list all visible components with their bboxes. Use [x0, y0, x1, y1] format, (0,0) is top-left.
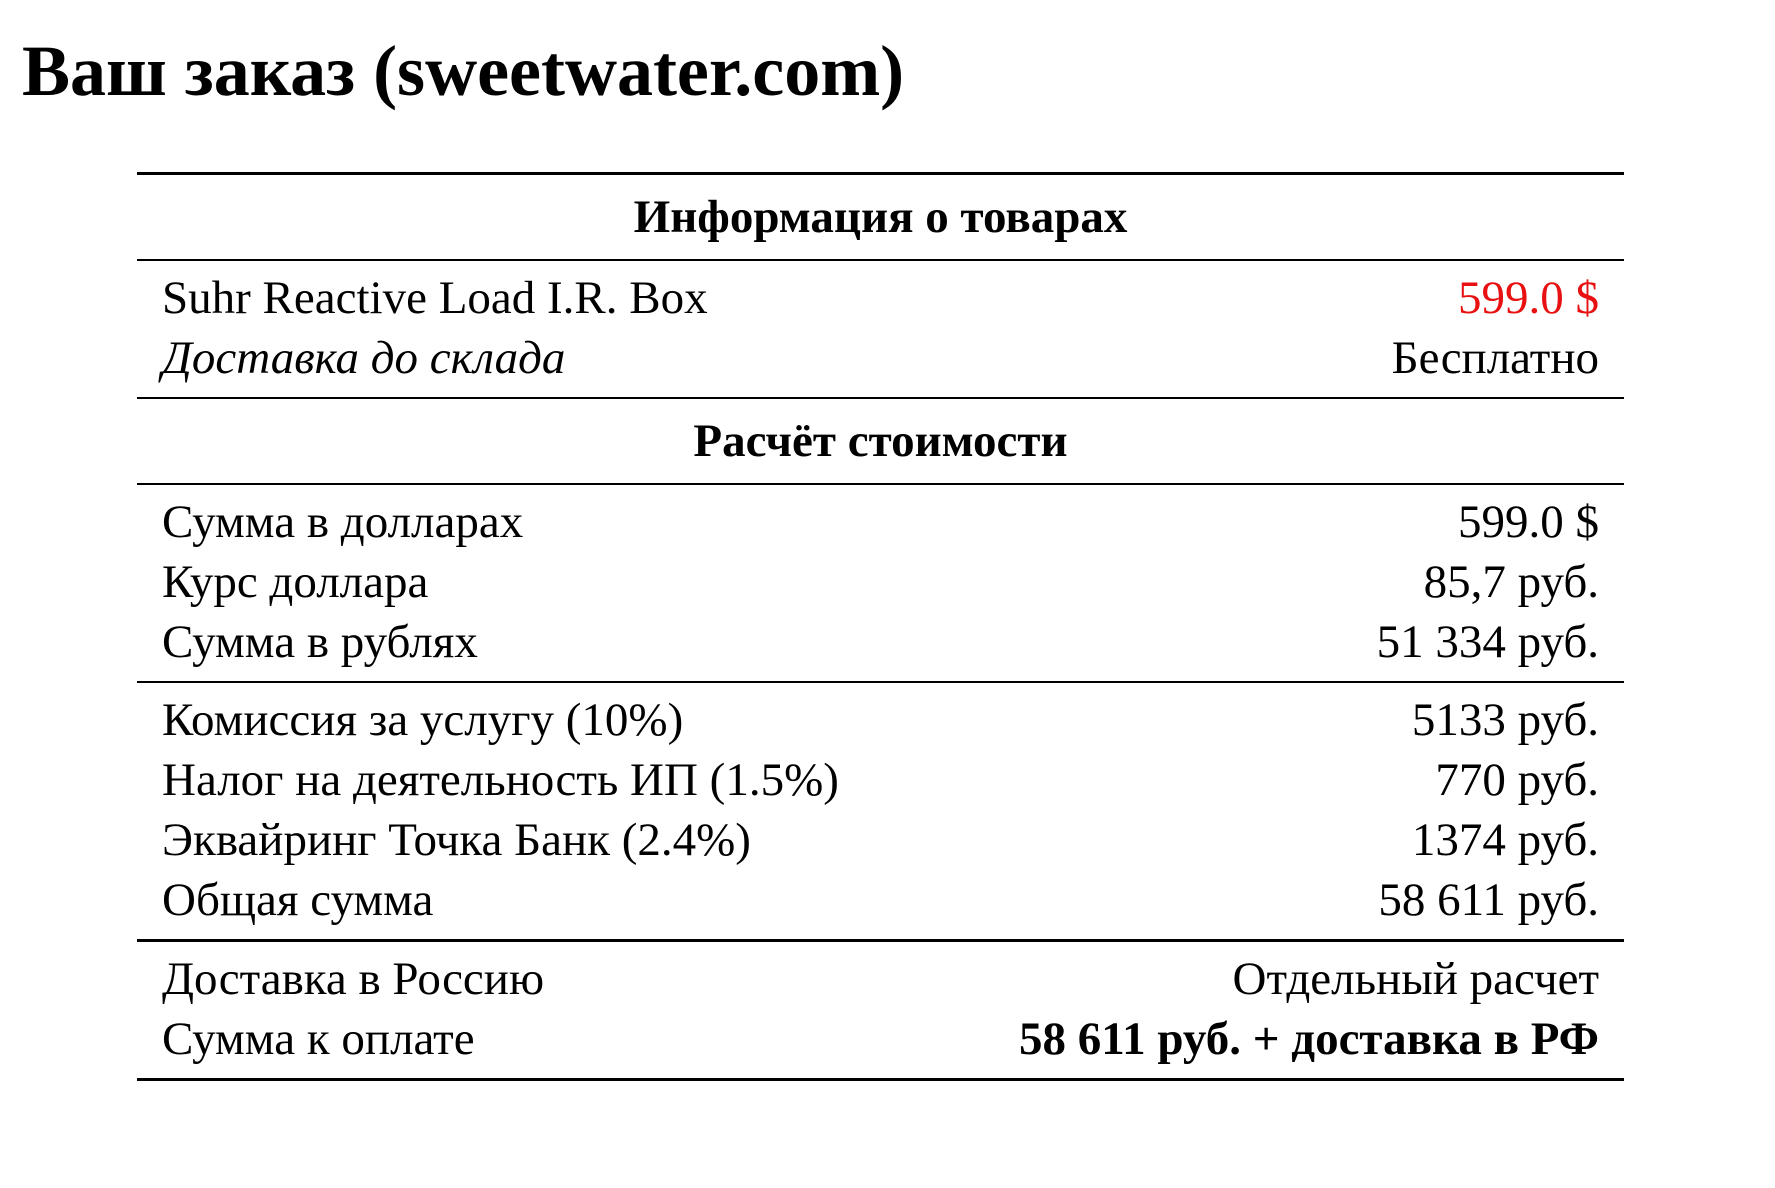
sum-usd-row	[137, 492, 1624, 552]
cost-section-header: Расчёт стоимости	[693, 415, 1068, 467]
final-rows	[137, 942, 1624, 1078]
amount-due-value: 58 611 руб. + доставка в РФ	[1018, 1013, 1599, 1065]
exchange-rate-label: Курс доллара	[162, 556, 429, 608]
sum-rub-row	[137, 612, 1624, 672]
sum-usd-label: Сумма в долларах	[162, 496, 524, 548]
items-rows	[137, 261, 1624, 397]
tax-row	[137, 750, 1624, 810]
acquiring-label: Эквайринг Точка Банк (2.4%)	[162, 814, 751, 866]
conversion-rows	[137, 485, 1624, 681]
warehouse-shipping-row	[137, 328, 1624, 388]
exchange-rate-value: 85,7 руб.	[1423, 556, 1599, 608]
warehouse-shipping-value: Бесплатно	[1391, 332, 1599, 384]
page-title: Ваш заказ (sweetwater.com)	[22, 31, 905, 111]
total-label: Общая сумма	[162, 874, 434, 926]
product-name: Suhr Reactive Load I.R. Box	[162, 272, 708, 324]
product-row	[137, 268, 1624, 328]
acquiring-value: 1374 руб.	[1411, 814, 1599, 866]
sum-rub-label: Сумма в рублях	[162, 616, 478, 668]
amount-due-row	[137, 1009, 1624, 1069]
russia-delivery-value: Отдельный расчет	[1232, 953, 1599, 1005]
tax-value: 770 руб.	[1435, 754, 1599, 806]
bottom-rule	[137, 1078, 1624, 1081]
tax-label: Налог на деятельность ИП (1.5%)	[162, 754, 839, 806]
sum-usd-value: 599.0 $	[1458, 496, 1599, 548]
service-fee-label: Комиссия за услугу (10%)	[162, 694, 684, 746]
fee-rows	[137, 683, 1624, 939]
total-value: 58 611 руб.	[1378, 874, 1599, 926]
sum-rub-value: 51 334 руб.	[1376, 616, 1599, 668]
warehouse-shipping-label: Доставка до склада	[162, 332, 566, 384]
total-row	[137, 870, 1624, 930]
russia-delivery-label: Доставка в Россию	[162, 953, 545, 1005]
amount-due-label: Сумма к оплате	[162, 1013, 475, 1065]
service-fee-value: 5133 руб.	[1411, 694, 1599, 746]
acquiring-row	[137, 810, 1624, 870]
items-section-header: Информация о товарах	[633, 191, 1128, 243]
service-fee-row	[137, 690, 1624, 750]
order-summary-table	[137, 172, 1624, 1081]
russia-delivery-row	[137, 949, 1624, 1009]
exchange-rate-row	[137, 552, 1624, 612]
product-price: 599.0 $	[1458, 272, 1599, 324]
